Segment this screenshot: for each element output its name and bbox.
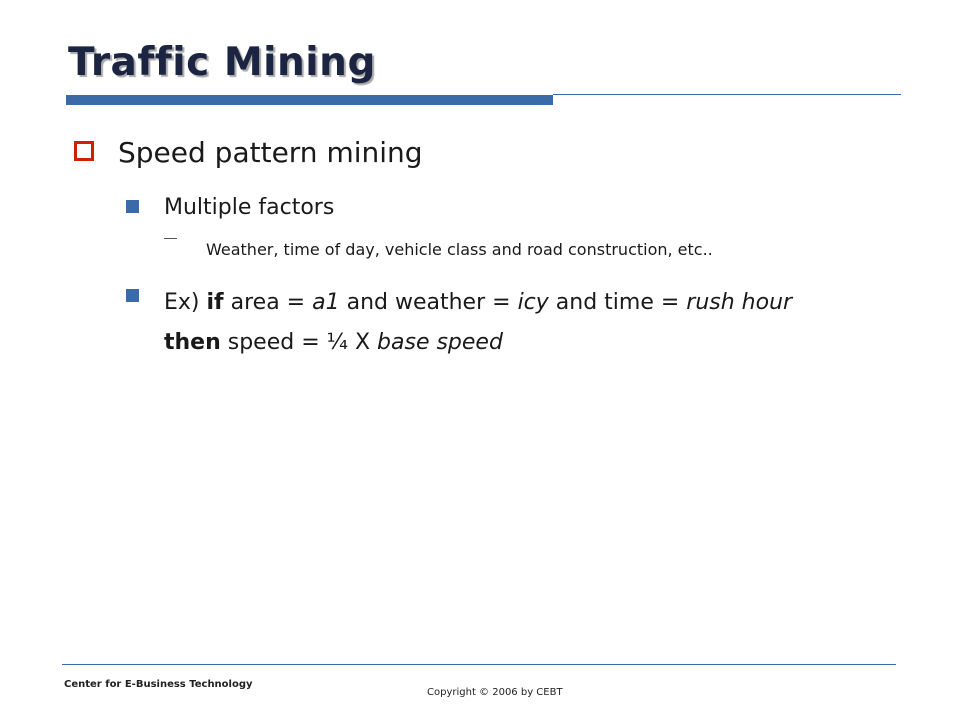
square-bullet-icon [126,200,139,213]
example-prefix: Ex) [164,290,207,315]
bullet-speed-pattern-mining: Speed pattern mining [118,136,423,169]
hollow-square-bullet-icon [74,141,94,161]
example-text: speed = ¼ X [220,330,378,355]
dash-bullet-icon [164,238,177,239]
value-a1: a1 [312,290,340,315]
example-rule [164,283,884,363]
keyword-then: then [164,330,221,355]
title-underline-line [553,94,901,95]
title-underline-bar [66,95,553,105]
value-icy: icy [517,290,549,315]
example-text: and time = [548,290,687,315]
example-text: area = [223,290,313,315]
footer-divider [62,664,896,665]
value-base-speed: base speed [377,330,503,355]
footer-organization: Center for E-Business Technology [64,679,253,690]
sub-bullet-multiple-factors: Multiple factors [164,195,335,220]
square-bullet-icon [126,289,139,302]
footer-copyright: Copyright © 2006 by CEBT [427,687,563,698]
keyword-if: if [206,290,224,315]
example-text: and weather = [339,290,518,315]
value-rush-hour: rush hour [686,290,793,315]
slide-title: Traffic Mining [68,40,376,85]
factors-detail: Weather, time of day, vehicle class and road construction, etc.. [206,240,713,259]
